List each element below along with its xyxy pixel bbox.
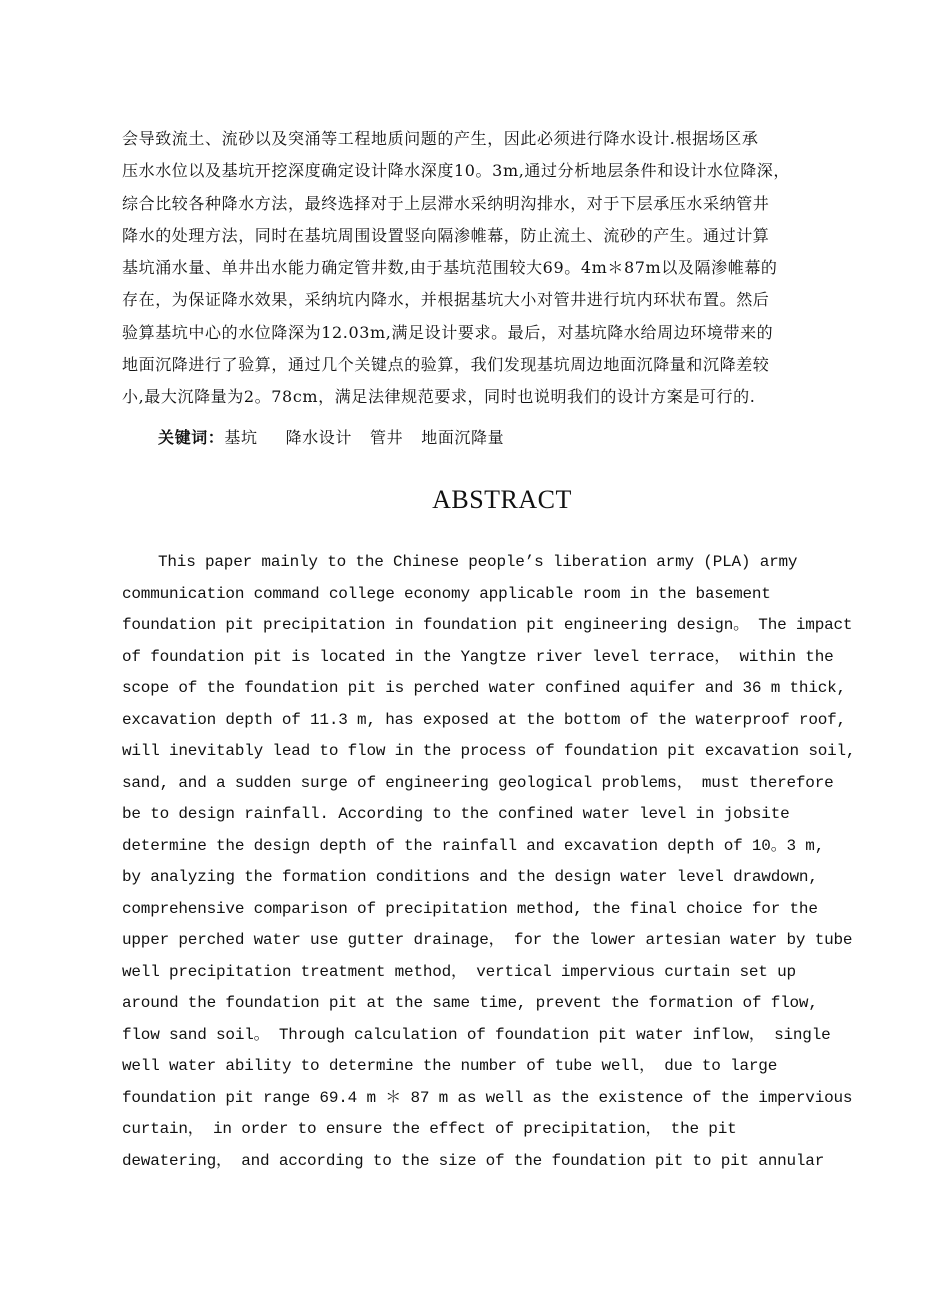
keywords-label: 关键词： <box>158 428 225 447</box>
chinese-abstract-line: 压水水位以及基坑开挖深度确定设计降水深度10。3m,通过分析地层条件和设计水位降深， <box>122 161 790 181</box>
keyword-term: 降水设计 <box>285 428 353 447</box>
english-abstract-line: upper perched water use gutter drainage， for the lower artesian water by tube <box>122 931 853 949</box>
english-abstract-line: sand, and a sudden surge of engineering geological problems， must therefore <box>122 773 834 792</box>
keyword-term: 地面沉降量 <box>421 428 505 447</box>
chinese-abstract-paragraph <box>122 123 842 414</box>
chinese-abstract-line: 存在，为保证降水效果，采纳坑内降水，并根据基坑大小对管井进行坑内环状布置。然后 <box>122 290 770 310</box>
english-abstract-line: excavation depth of 11.3 m, has exposed at the bottom of the waterproof roof, <box>122 710 846 729</box>
keyword-term: 基坑 <box>224 428 258 447</box>
english-abstract-line: dewatering， and according to the size of the foundation pit to pit annular <box>122 1151 825 1170</box>
english-abstract-line: comprehensive comparison of precipitation method, the final choice for the <box>122 899 818 918</box>
chinese-abstract-line: 基坑涌水量、单井出水能力确定管井数,由于基坑范围较大69。4m＊87m以及隔渗帷幕的 <box>122 258 778 278</box>
english-abstract-line: scope of the foundation pit is perched water confined aquifer and 36 m thick, <box>122 679 846 697</box>
english-abstract-line: around the foundation pit at the same time, prevent the formation of flow, <box>122 994 818 1012</box>
english-abstract-line: of foundation pit is located in the Yangtze river level terrace， within the <box>122 647 834 666</box>
chinese-abstract-line: 小,最大沉降量为2。78cm，满足法律规范要求，同时也说明我们的设计方案是可行的. <box>122 387 756 407</box>
english-abstract-line: foundation pit precipitation in foundation pit engineering design。 The impact <box>122 616 853 634</box>
english-abstract-line: will inevitably lead to flow in the process of foundation pit excavation soil, <box>122 742 856 760</box>
chinese-abstract-line: 验算基坑中心的水位降深为12.03m,满足设计要求。最后，对基坑降水给周边环境带来的 <box>122 322 774 342</box>
english-abstract-line: flow sand soil。 Through calculation of foundation pit water inflow， single <box>122 1025 831 1044</box>
keyword-term: 管井 <box>370 428 404 447</box>
english-abstract-line: This paper mainly to the Chinese people’s liberation army (PLA) army <box>158 553 798 571</box>
chinese-abstract-line: 会导致流土、流砂以及突涌等工程地质问题的产生，因此必须进行降水设计.根据场区承 <box>122 129 759 148</box>
abstract-heading: ABSTRACT <box>432 485 572 514</box>
english-abstract-line: curtain， in order to ensure the effect of precipitation， the pit <box>122 1120 737 1138</box>
english-abstract-line: well water ability to determine the number of tube well， due to large <box>122 1057 778 1075</box>
chinese-abstract-line: 地面沉降进行了验算，通过几个关键点的验算，我们发现基坑周边地面沉降量和沉降差较 <box>122 355 770 375</box>
english-abstract-line: determine the design depth of the rainfall and excavation depth of 10。3 m, <box>122 836 825 855</box>
english-abstract-line: well precipitation treatment method， vertical impervious curtain set up <box>122 962 796 981</box>
chinese-abstract-line: 综合比较各种降水方法，最终选择对于上层滞水采纳明沟排水，对于下层承压水采纳管井 <box>122 193 770 213</box>
keywords-line <box>158 423 522 453</box>
english-abstract-line: be to design rainfall. According to the confined water level in jobsite <box>122 805 790 823</box>
chinese-abstract-line: 降水的处理方法，同时在基坑周围设置竖向隔渗帷幕，防止流土、流砂的产生。通过计算 <box>122 225 770 245</box>
english-abstract-line: foundation pit range 69.4 m ＊ 87 m as well as the existence of the impervious <box>122 1088 853 1107</box>
english-abstract-paragraph <box>122 547 862 1177</box>
english-abstract-line: by analyzing the formation conditions and the design water level drawdown, <box>122 868 818 886</box>
english-abstract-line: communication command college economy applicable room in the basement <box>122 584 771 603</box>
